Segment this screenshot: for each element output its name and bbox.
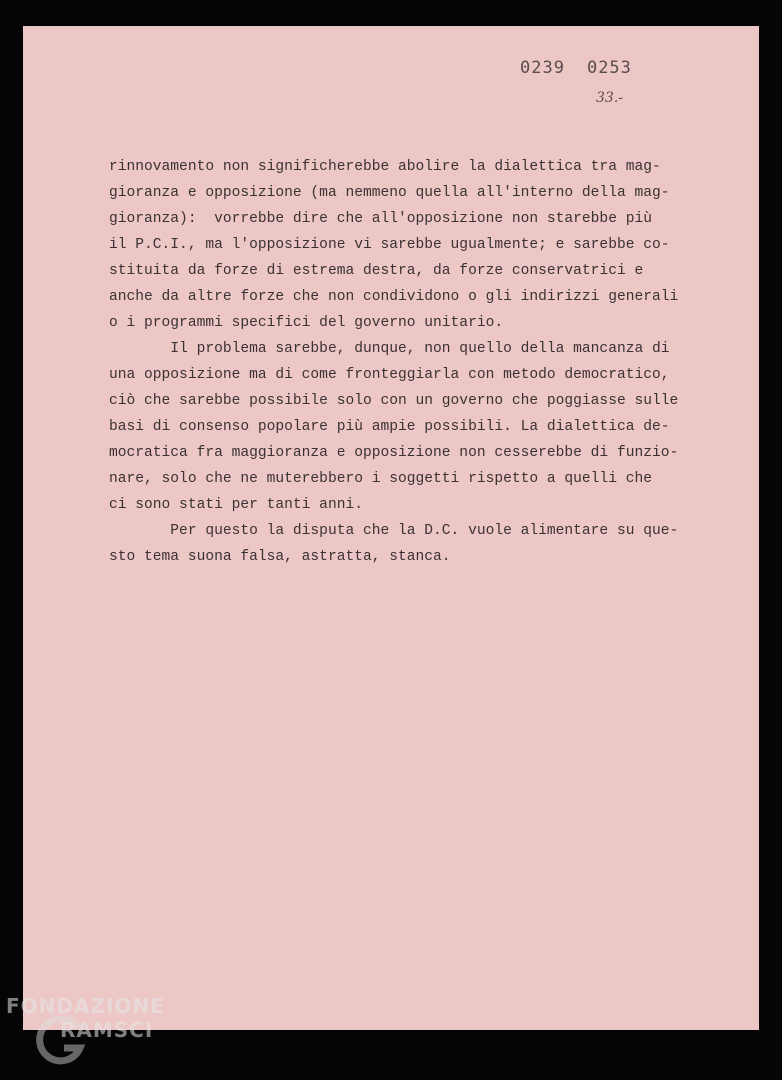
text-line: mocratica fra maggioranza e opposizione non cesserebbe di funzio-: [109, 445, 679, 461]
archive-number-2: 0253: [586, 58, 632, 78]
text-line: una opposizione ma di come fronteggiarla con metodo democratico,: [109, 367, 670, 383]
text-line: rinnovamento non significherebbe abolire la dialettica tra mag-: [109, 159, 661, 175]
text-line: gioranza e opposizione (ma nemmeno quella all'interno della mag-: [109, 185, 670, 201]
page-number: 33.-: [596, 90, 623, 106]
archive-numbers: [520, 58, 654, 78]
fondazione-gramsci-watermark: [6, 994, 196, 1074]
text-line: ciò che sarebbe possibile solo con un governo che poggiasse sulle: [109, 393, 679, 409]
text-line: basi di consenso popolare più ampie possibili. La dialettica de-: [109, 419, 670, 435]
text-line: ci sono stati per tanti anni.: [109, 497, 363, 513]
body-text: [109, 154, 729, 570]
text-line: Per questo la disputa che la D.C. vuole alimentare su que-: [109, 523, 679, 539]
text-line: Il problema sarebbe, dunque, non quello della mancanza di: [109, 341, 670, 357]
text-line: il P.C.I., ma l'opposizione vi sarebbe ugualmente; e sarebbe co-: [109, 237, 670, 253]
text-line: anche da altre forze che non condividono o gli indirizzi generali: [109, 289, 679, 305]
watermark-line1: FONDAZIONE: [6, 994, 165, 1018]
watermark-line2: RAMSCI: [60, 1018, 154, 1042]
text-line: stituita da forze di estrema destra, da forze conservatrici e: [109, 263, 644, 279]
text-line: sto tema suona falsa, astratta, stanca.: [109, 549, 451, 565]
text-line: o i programmi specifici del governo unitario.: [109, 315, 504, 331]
document-page: [23, 26, 759, 1030]
text-line: gioranza): vorrebbe dire che all'opposizione non starebbe più: [109, 211, 652, 227]
archive-number-1: 0239: [520, 58, 565, 78]
text-line: nare, solo che ne muterebbero i soggetti rispetto a quelli che: [109, 471, 652, 487]
